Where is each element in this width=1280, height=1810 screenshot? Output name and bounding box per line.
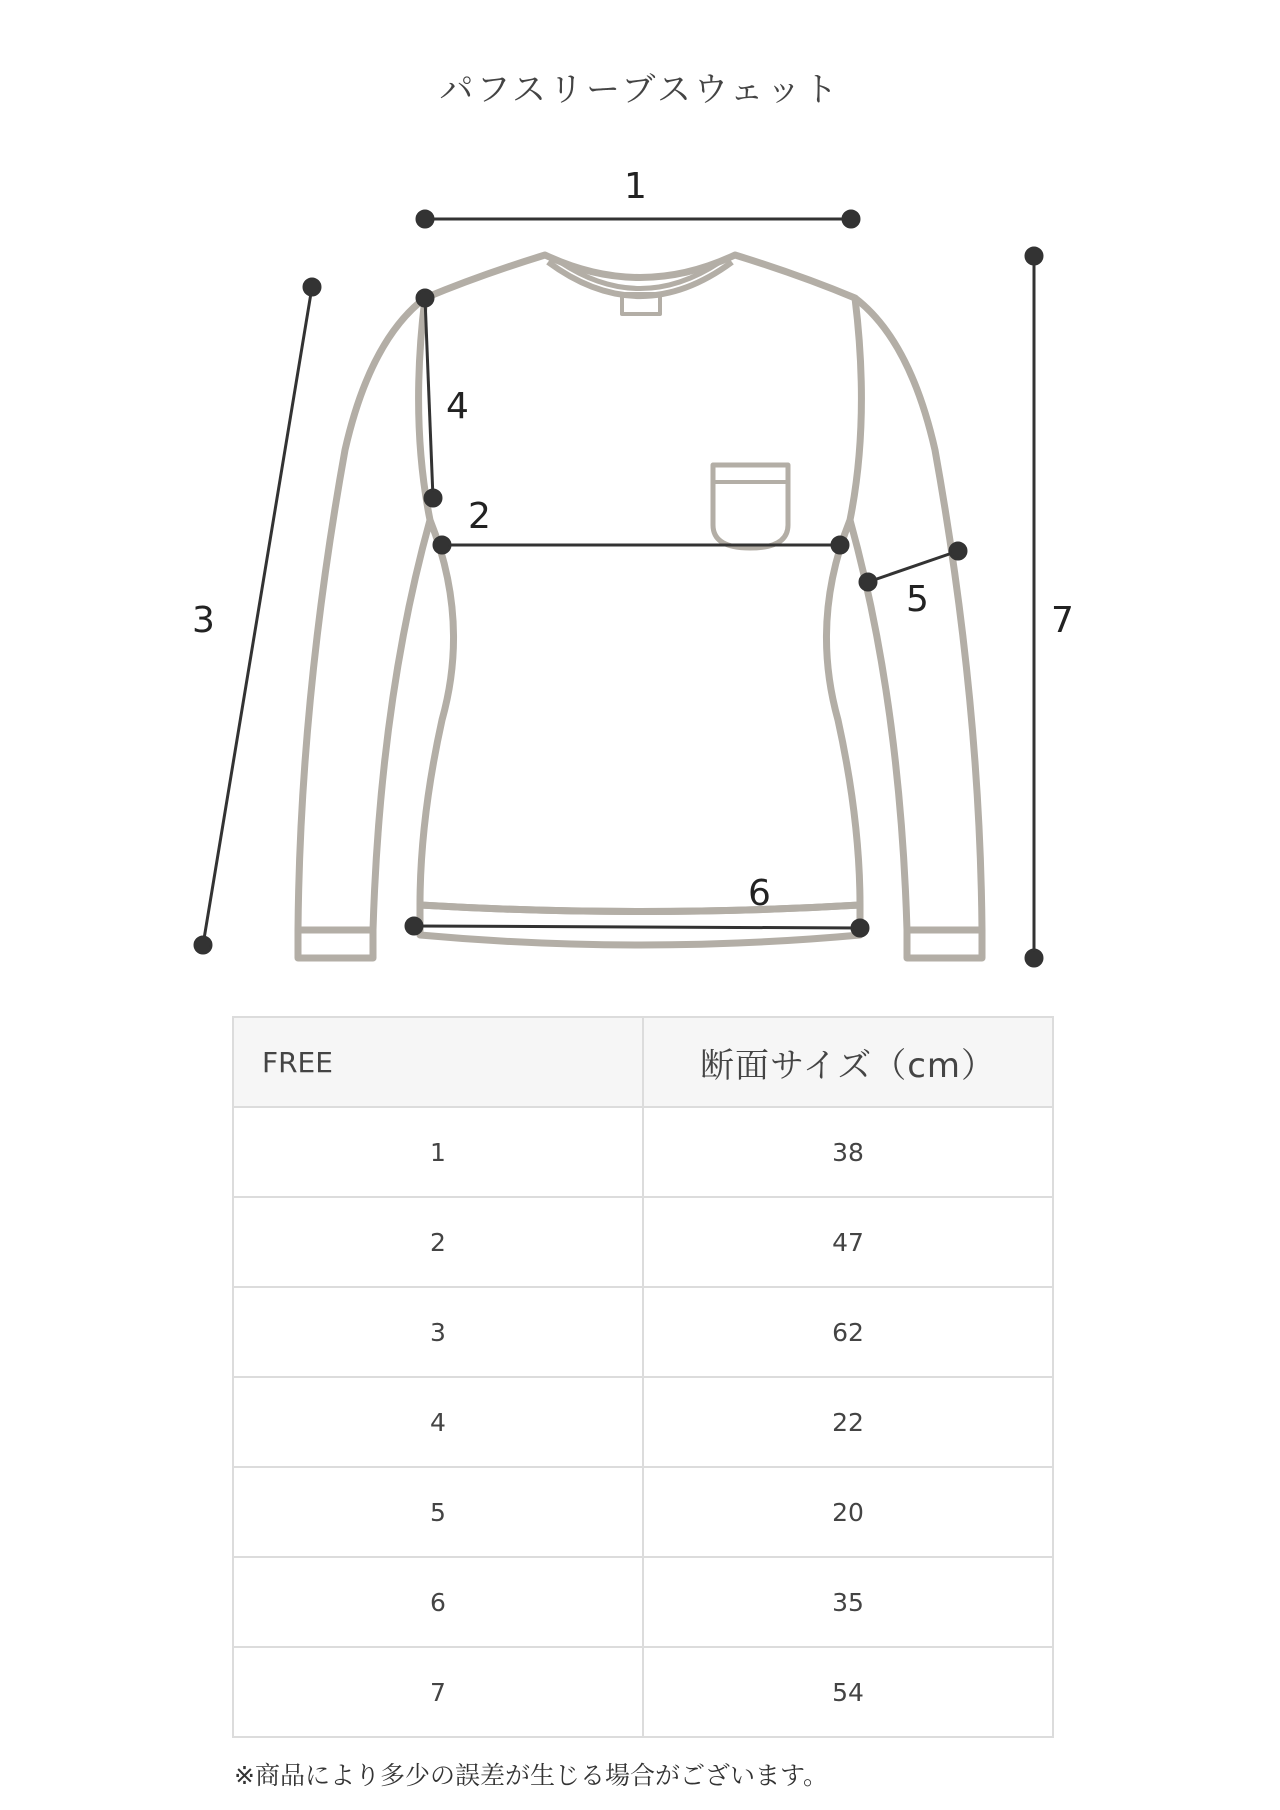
point-cell: 2 xyxy=(233,1197,643,1287)
value-cell: 62 xyxy=(643,1287,1053,1377)
measure-dot xyxy=(304,279,320,295)
label-3: 3 xyxy=(192,600,215,641)
measure-dot xyxy=(860,574,876,590)
label-5: 5 xyxy=(906,579,929,620)
value-cell: 47 xyxy=(643,1197,1053,1287)
measure-dot xyxy=(434,537,450,553)
table-row xyxy=(233,1647,1053,1737)
table-row xyxy=(233,1107,1053,1197)
table-row xyxy=(233,1467,1053,1557)
label-7: 7 xyxy=(1051,600,1074,641)
measure-dot xyxy=(1026,950,1042,966)
table-row xyxy=(233,1197,1053,1287)
value-cell: 54 xyxy=(643,1647,1053,1737)
chest-pocket xyxy=(713,465,788,548)
point-cell: 6 xyxy=(233,1557,643,1647)
measure-line-6 xyxy=(414,926,860,928)
table-header-row xyxy=(233,1017,1053,1107)
measure-line-5 xyxy=(868,551,958,582)
point-cell: 3 xyxy=(233,1287,643,1377)
disclaimer-note: ※商品により多少の誤差が生じる場合がございます。 xyxy=(234,1761,828,1790)
table-row xyxy=(233,1557,1053,1647)
label-6: 6 xyxy=(748,873,771,914)
measure-dot xyxy=(843,211,859,227)
table-row xyxy=(233,1377,1053,1467)
sweatshirt-outline xyxy=(298,255,982,958)
point-cell: 1 xyxy=(233,1107,643,1197)
measure-dot xyxy=(832,537,848,553)
measure-dot xyxy=(852,920,868,936)
measure-dot xyxy=(950,543,966,559)
value-cell: 38 xyxy=(643,1107,1053,1197)
point-cell: 5 xyxy=(233,1467,643,1557)
size-table xyxy=(232,1016,1054,1738)
left-cuff xyxy=(298,930,373,958)
value-cell: 22 xyxy=(643,1377,1053,1467)
right-cuff xyxy=(907,930,982,958)
measure-dot xyxy=(417,211,433,227)
measure-line-4 xyxy=(425,298,433,498)
measure-line-3 xyxy=(203,287,312,945)
point-cell: 7 xyxy=(233,1647,643,1737)
product-title: パフスリーブスウェット xyxy=(439,70,841,110)
measure-dot xyxy=(1026,248,1042,264)
point-cell: 4 xyxy=(233,1377,643,1467)
value-cell: 35 xyxy=(643,1557,1053,1647)
label-4: 4 xyxy=(446,386,469,427)
size-column-header: FREE xyxy=(233,1017,643,1107)
measure-dot xyxy=(406,918,422,934)
label-1: 1 xyxy=(624,166,647,207)
sweatshirt-measurement-diagram xyxy=(0,150,1280,980)
table-row xyxy=(233,1287,1053,1377)
left-sleeve xyxy=(298,298,430,930)
measure-dot xyxy=(425,490,441,506)
measure-dot xyxy=(417,290,433,306)
measure-column-header: 断面サイズ（cm） xyxy=(643,1017,1053,1107)
value-cell: 20 xyxy=(643,1467,1053,1557)
measure-dot xyxy=(195,937,211,953)
sweatshirt-body xyxy=(419,255,862,912)
label-2: 2 xyxy=(468,496,491,537)
